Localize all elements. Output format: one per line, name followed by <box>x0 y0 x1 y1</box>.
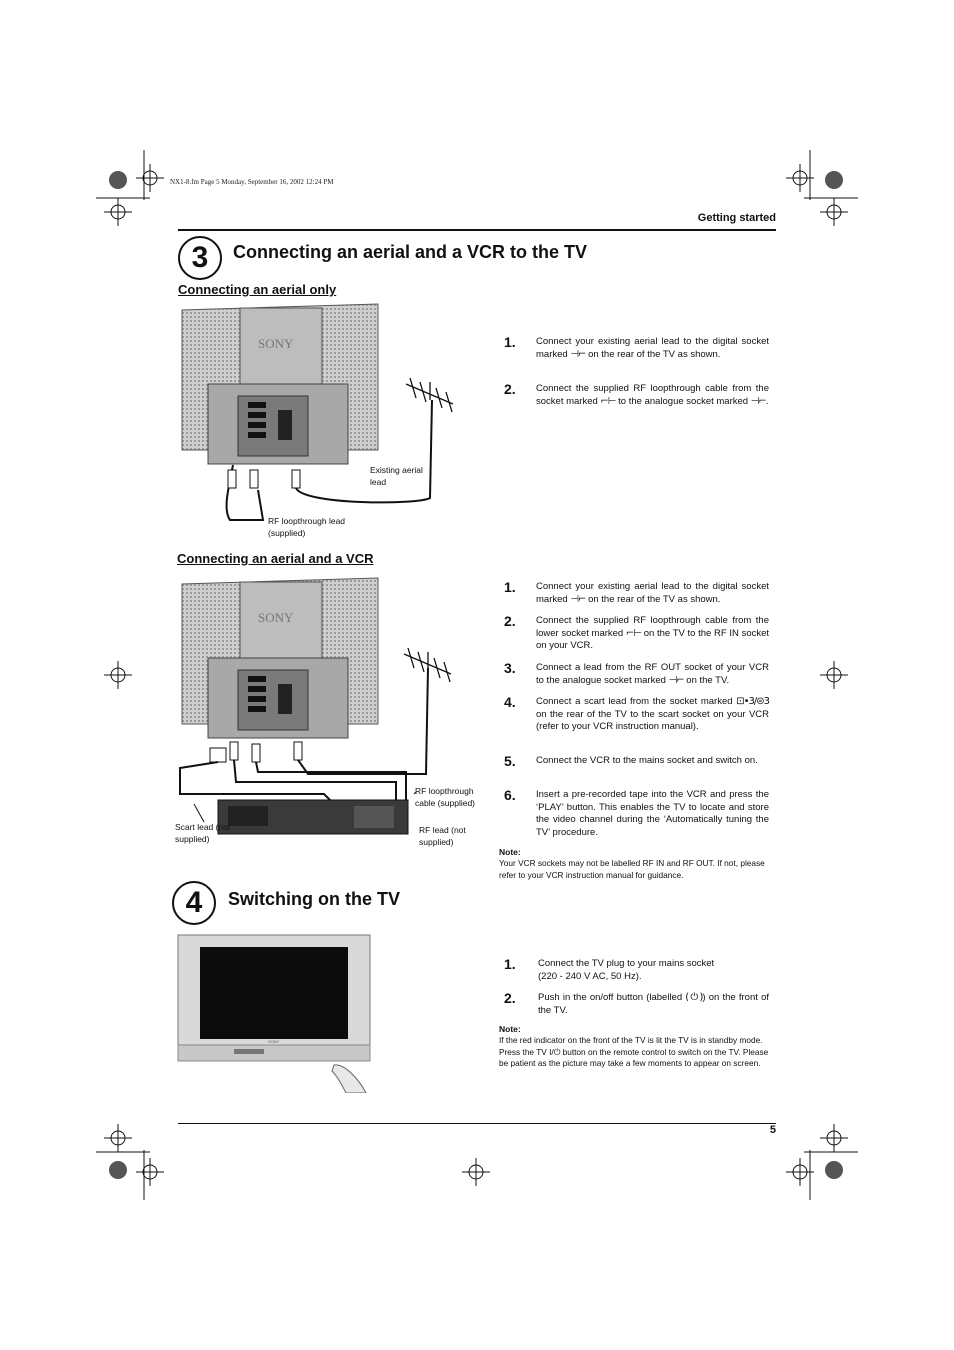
caption-existing-lead: Existing aerial lead <box>370 465 423 487</box>
section-title: Connecting an aerial and a VCR to the TV <box>233 242 588 262</box>
svg-text:SONY: SONY <box>268 1039 280 1044</box>
section-number-badge: 3 <box>178 236 222 280</box>
step-text: Insert a pre-recorded tape into the VCR and press the ‘PLAY’ button. This enables the TV to locate and store the video channel during the ‘Automatically tuning the TV’ procedure. <box>536 789 769 838</box>
svg-text:SONY: SONY <box>258 336 294 351</box>
step-number: 2. <box>504 613 516 629</box>
step-text: Connect the TV plug to your mains socket (220 - 240 V AC, 50 Hz). <box>538 958 715 982</box>
note-heading: Note: <box>499 1024 521 1034</box>
step-text: Connect your existing aerial lead to the digital socket marked ⊣⌐ on the rear of the TV as shown. <box>536 581 769 605</box>
analogue-socket-icon: ⊣⌐ <box>750 395 766 407</box>
tv-rear-aerial-figure <box>178 300 478 540</box>
step-text: Connect the supplied RF loopthrough cable from the socket marked ⌐⊢ to the analogue socket marked ⊣⌐. <box>536 383 769 407</box>
note-text: Your VCR sockets may not be labelled RF IN and RF OUT. If not, please refer to your VCR instruction manual for guidance. <box>499 858 765 880</box>
digital-socket-icon: ⊣⌐ <box>570 348 586 360</box>
scart-socket-icon: ⊡•3/⊜3 <box>736 696 770 707</box>
rf-out-socket-icon: ⌐⊢ <box>600 395 616 407</box>
caption-rf-loop-lead: RF loopthrough lead (supplied) <box>268 516 346 538</box>
step-number: 6. <box>504 787 516 803</box>
caption-rf-lead: RF lead (not supplied) <box>419 825 466 847</box>
footer-rule <box>178 1123 776 1124</box>
tv-rear-vcr-figure <box>174 572 474 852</box>
note-text: If the red indicator on the front of the TV is lit the TV is in standby mode. Press the TV I/⏻ button on the remote control to switch on the TV. Please be patient as the picture may take a few moments to appear on screen. <box>499 1035 769 1068</box>
caption-rf-loop-cable: RF loopthrough cable (supplied) <box>415 786 476 808</box>
step-number: 4. <box>504 694 516 710</box>
step-number: 3. <box>504 660 516 676</box>
header-rule <box>178 229 776 231</box>
step-number: 1. <box>504 956 516 972</box>
running-header: Getting started <box>697 212 776 224</box>
subsection-title: Connecting an aerial and a VCR <box>177 551 374 566</box>
step-number: 1. <box>504 334 516 350</box>
step-text: Connect your existing aerial lead to the digital socket marked ⊣⌐ on the rear of the TV as shown. <box>536 336 769 360</box>
section-number-badge: 4 <box>172 881 216 925</box>
digital-socket-icon: ⊣⌐ <box>570 593 586 605</box>
tv-front-figure <box>176 933 376 1093</box>
step-text: Push in the on/off button (labelled ( ⏻ )) on the front of the TV. <box>538 992 769 1016</box>
file-info: NX1-8.fm Page 5 Monday, September 16, 2002 12:24 PM <box>170 178 334 186</box>
rf-out-socket-icon: ⌐⊢ <box>625 627 642 639</box>
step-number: 1. <box>504 579 516 595</box>
analogue-socket-icon: ⊣⌐ <box>668 674 684 686</box>
note-heading: Note: <box>499 847 521 857</box>
step-text: Connect the supplied RF loopthrough cable from the lower socket marked ⌐⊢ on the TV to the RF IN socket on your VCR. <box>536 615 770 651</box>
step-text: Connect a lead from the RF OUT socket of your VCR to the analogue socket marked ⊣⌐ on the TV. <box>536 662 769 686</box>
caption-scart-lead: Scart lead (not supplied) <box>175 822 231 844</box>
page-number: 5 <box>769 1124 776 1136</box>
step-number: 2. <box>504 990 516 1006</box>
subsection-title: Connecting an aerial only <box>178 282 337 297</box>
step-number: 5. <box>504 753 516 769</box>
step-number: 2. <box>504 381 516 397</box>
svg-text:SONY: SONY <box>258 610 294 625</box>
section-title: Switching on the TV <box>228 889 400 909</box>
power-icon: ( ⏻ ) <box>685 992 703 1003</box>
step-text: Connect a scart lead from the socket marked ⊡•3/⊜3 on the rear of the TV to the scart socket on your VCR (refer to your VCR instruction manual). <box>536 696 770 732</box>
step-text: Connect the VCR to the mains socket and switch on. <box>536 755 758 766</box>
